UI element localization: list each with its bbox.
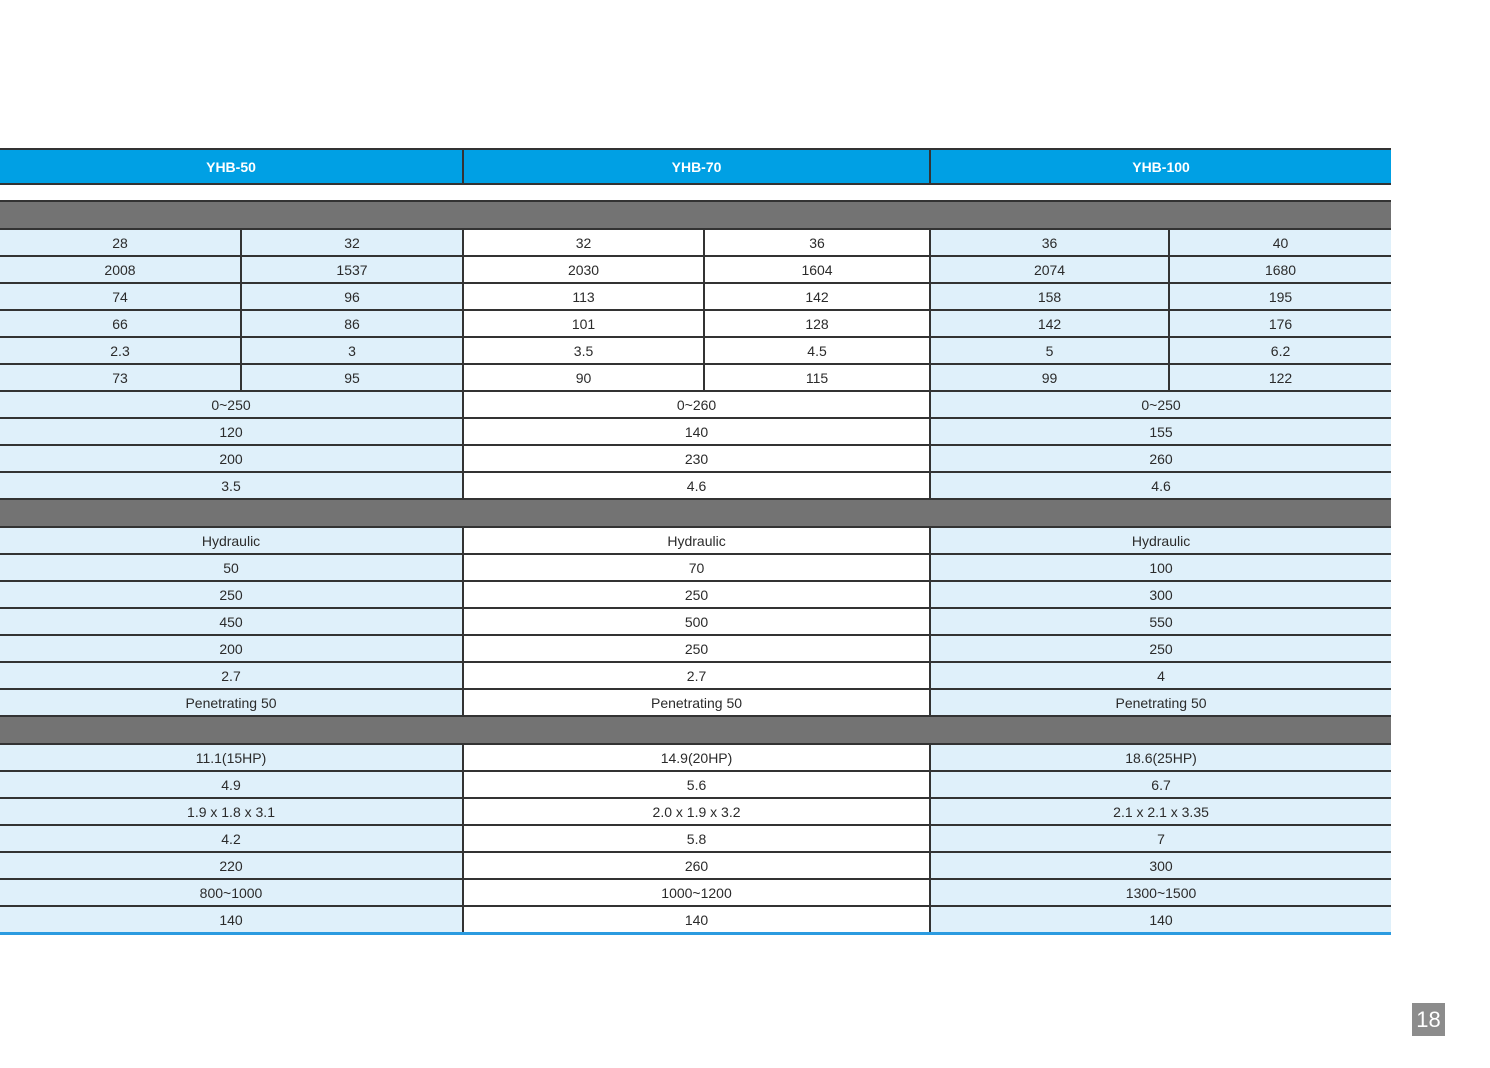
table-cell: 99 xyxy=(930,364,1169,391)
table-cell: 450 xyxy=(0,608,463,635)
table-cell: 73 xyxy=(0,364,241,391)
table-cell: 1000~1200 xyxy=(463,879,930,906)
table-cell: 4.5 xyxy=(704,337,930,364)
table-row xyxy=(0,581,1391,608)
table-cell: 95 xyxy=(241,364,463,391)
model-header-row xyxy=(0,149,1391,184)
table-cell: Hydraulic xyxy=(930,527,1391,554)
table-cell: 550 xyxy=(930,608,1391,635)
table-cell: 11.1(15HP) xyxy=(0,744,463,771)
table-row xyxy=(0,391,1391,418)
section-divider-3 xyxy=(0,716,1391,744)
table-cell: 1680 xyxy=(1169,256,1391,283)
table-row xyxy=(0,472,1391,499)
table-cell: Hydraulic xyxy=(0,527,463,554)
model-header-yhb-70: YHB-70 xyxy=(463,149,930,184)
page-number-badge: 18 xyxy=(1412,1003,1445,1036)
table-row xyxy=(0,527,1391,554)
table-row xyxy=(0,256,1391,283)
table-cell: 74 xyxy=(0,283,241,310)
table-cell: 2.7 xyxy=(463,662,930,689)
table-cell: 113 xyxy=(463,283,704,310)
table-cell: 4.9 xyxy=(0,771,463,798)
table-cell: 4.2 xyxy=(0,825,463,852)
table-cell: Hydraulic xyxy=(463,527,930,554)
table-cell: 0~250 xyxy=(0,391,463,418)
table-cell: 158 xyxy=(930,283,1169,310)
table-cell: 2.7 xyxy=(0,662,463,689)
table-cell: 300 xyxy=(930,581,1391,608)
table-row xyxy=(0,445,1391,472)
section-divider-cell xyxy=(0,201,1391,229)
table-row xyxy=(0,744,1391,771)
section-divider-cell xyxy=(0,716,1391,744)
table-cell: 40 xyxy=(1169,229,1391,256)
table-cell: 50 xyxy=(0,554,463,581)
table-cell: 32 xyxy=(241,229,463,256)
table-cell: 3 xyxy=(241,337,463,364)
table-cell: 200 xyxy=(0,635,463,662)
table-cell: 86 xyxy=(241,310,463,337)
model-header-yhb-50: YHB-50 xyxy=(0,149,463,184)
table-cell: 28 xyxy=(0,229,241,256)
table-cell: 140 xyxy=(463,906,930,934)
table-cell: 260 xyxy=(463,852,930,879)
table-cell: 7 xyxy=(930,825,1391,852)
table-cell: 1604 xyxy=(704,256,930,283)
table-cell: 36 xyxy=(704,229,930,256)
table-cell: 4 xyxy=(930,662,1391,689)
table-cell: 220 xyxy=(0,852,463,879)
spacer-row xyxy=(0,184,1391,201)
table-cell: 2.3 xyxy=(0,337,241,364)
table-cell: 6.2 xyxy=(1169,337,1391,364)
table-row xyxy=(0,689,1391,716)
table-cell: 90 xyxy=(463,364,704,391)
table-cell: 1537 xyxy=(241,256,463,283)
table-cell: 128 xyxy=(704,310,930,337)
table-cell: 250 xyxy=(0,581,463,608)
table-cell: 120 xyxy=(0,418,463,445)
table-cell: 1300~1500 xyxy=(930,879,1391,906)
table-cell: 250 xyxy=(463,581,930,608)
table-cell: 140 xyxy=(463,418,930,445)
table-cell: 101 xyxy=(463,310,704,337)
spec-table-body xyxy=(0,149,1391,934)
table-cell: 2008 xyxy=(0,256,241,283)
table-cell: 18.6(25HP) xyxy=(930,744,1391,771)
table-cell: 66 xyxy=(0,310,241,337)
table-cell: 4.6 xyxy=(463,472,930,499)
table-cell: 100 xyxy=(930,554,1391,581)
table-cell: 70 xyxy=(463,554,930,581)
table-cell: 115 xyxy=(704,364,930,391)
table-cell: 230 xyxy=(463,445,930,472)
table-cell: 1.9 x 1.8 x 3.1 xyxy=(0,798,463,825)
table-row xyxy=(0,337,1391,364)
table-row xyxy=(0,662,1391,689)
table-cell: 3.5 xyxy=(463,337,704,364)
spacer-cell xyxy=(0,184,1391,201)
table-cell: 155 xyxy=(930,418,1391,445)
table-cell: 5 xyxy=(930,337,1169,364)
table-row xyxy=(0,418,1391,445)
table-cell: 3.5 xyxy=(0,472,463,499)
table-cell: 250 xyxy=(930,635,1391,662)
table-cell: 300 xyxy=(930,852,1391,879)
table-row xyxy=(0,554,1391,581)
section-divider-1 xyxy=(0,201,1391,229)
table-row xyxy=(0,283,1391,310)
table-cell: 2.1 x 2.1 x 3.35 xyxy=(930,798,1391,825)
table-row xyxy=(0,364,1391,391)
table-cell: 140 xyxy=(930,906,1391,934)
table-cell: 6.7 xyxy=(930,771,1391,798)
table-cell: 0~250 xyxy=(930,391,1391,418)
model-header-yhb-100: YHB-100 xyxy=(930,149,1391,184)
table-cell: 5.6 xyxy=(463,771,930,798)
table-row xyxy=(0,906,1391,934)
table-row xyxy=(0,635,1391,662)
table-row xyxy=(0,798,1391,825)
table-cell: 140 xyxy=(0,906,463,934)
table-row xyxy=(0,229,1391,256)
section-divider-2 xyxy=(0,499,1391,527)
table-cell: 4.6 xyxy=(930,472,1391,499)
spec-table xyxy=(0,148,1391,935)
table-cell: 176 xyxy=(1169,310,1391,337)
table-cell: 260 xyxy=(930,445,1391,472)
table-cell: 36 xyxy=(930,229,1169,256)
table-cell: 142 xyxy=(704,283,930,310)
table-row xyxy=(0,771,1391,798)
table-cell: Penetrating 50 xyxy=(0,689,463,716)
table-cell: 800~1000 xyxy=(0,879,463,906)
table-cell: 2030 xyxy=(463,256,704,283)
table-cell: 500 xyxy=(463,608,930,635)
table-cell: 14.9(20HP) xyxy=(463,744,930,771)
table-cell: 5.8 xyxy=(463,825,930,852)
table-row xyxy=(0,879,1391,906)
table-cell: Penetrating 50 xyxy=(463,689,930,716)
table-row xyxy=(0,310,1391,337)
section-divider-cell xyxy=(0,499,1391,527)
table-cell: 250 xyxy=(463,635,930,662)
table-cell: 96 xyxy=(241,283,463,310)
table-cell: Penetrating 50 xyxy=(930,689,1391,716)
table-cell: 0~260 xyxy=(463,391,930,418)
table-cell: 142 xyxy=(930,310,1169,337)
table-cell: 122 xyxy=(1169,364,1391,391)
table-row xyxy=(0,825,1391,852)
table-row xyxy=(0,608,1391,635)
table-cell: 2074 xyxy=(930,256,1169,283)
table-cell: 32 xyxy=(463,229,704,256)
table-cell: 200 xyxy=(0,445,463,472)
table-row xyxy=(0,852,1391,879)
table-cell: 195 xyxy=(1169,283,1391,310)
table-cell: 2.0 x 1.9 x 3.2 xyxy=(463,798,930,825)
